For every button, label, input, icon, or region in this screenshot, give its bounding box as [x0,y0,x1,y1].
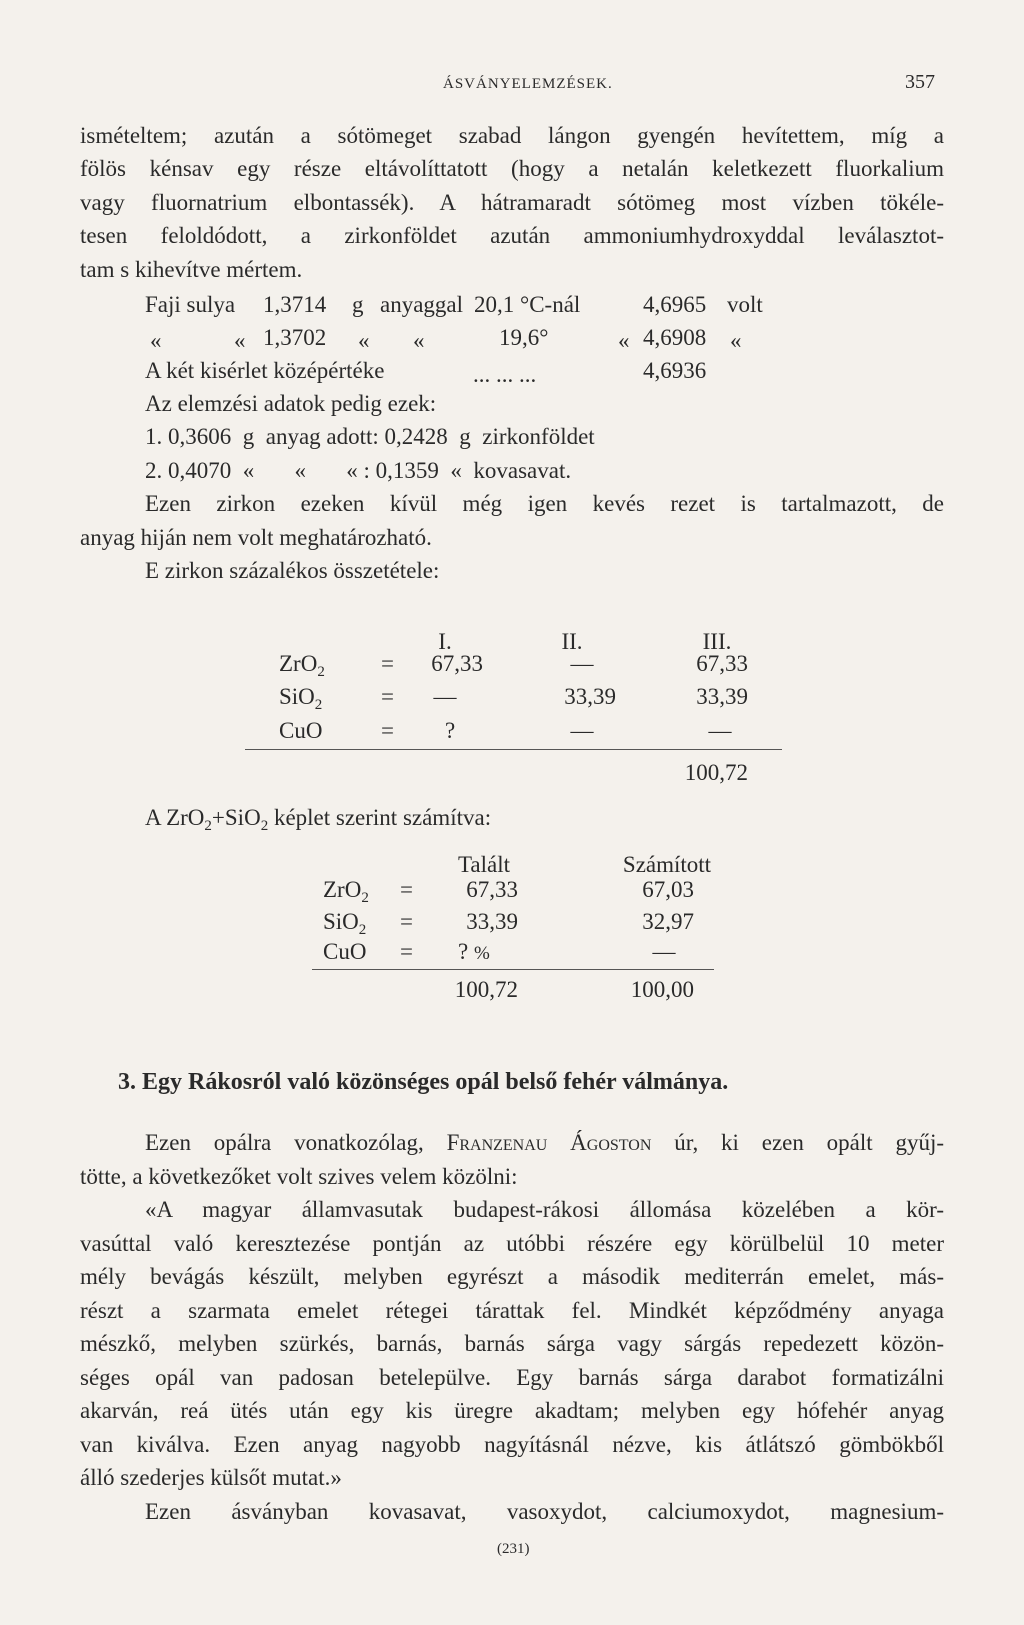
ditto-mark: « [358,328,370,353]
table-total: 100,72 [684,760,748,785]
found-total: 100,72 [454,977,518,1002]
found-value: 33,39 [466,909,518,934]
ditto-mark: « [413,328,425,353]
value-i: 67,33 [431,651,483,676]
equals-sign: = [400,877,413,902]
text-line: «A magyar államvasutak budapest-rákosi állomása közelében a kör- [145,1197,944,1222]
temperature-1: 20,1 °C-nál [474,292,581,317]
page-number: 357 [905,71,935,93]
text-line: ismételtem; azután a sótömeget szabad lángon gyengén hevítettem, míg a [80,123,944,148]
sample-mass-2: 1,3702 [263,325,327,350]
analysis-line-2: 2. 0,4070 « « « : 0,1359 « kovasavat. [145,458,572,483]
text-line: tesen feloldódott, a zirkonföldet azután ammoniumhydroxyddal leválasztot- [80,223,944,248]
text-line: van kiválva. Ezen anyag nagyobb nagyításnál nézve, kis átlátszó gömbökből [80,1432,944,1457]
column-header-found: Talált [457,852,511,877]
text-line: anyag hiján nem volt meghatározható. [80,525,432,550]
value-i: — [433,684,457,709]
value-ii: — [570,718,594,743]
section-heading: 3. Egy Rákosról való közönséges opál belső fehér válmánya. [118,1069,729,1095]
column-header: III. [702,629,732,654]
formula: CuO [279,718,323,743]
text-line: álló szederjes külsőt mutat.» [80,1465,342,1490]
calculated-value: 67,03 [642,877,694,902]
value-ii: — [570,651,594,676]
sample-mass-1: 1,3714 [263,292,327,317]
text-line: részt a szarmata emelet rétegei tárattak fel. Mindkét képződmény anyaga [80,1298,944,1323]
paragraph-4: Ezen ásványban kovasavat, vasoxydot, calciumoxydot, magnesium- [145,1499,944,1524]
signature-mark: (231) [497,1541,530,1557]
analysis-line-1: 1. 0,3606 g anyag adott: 0,2428 g zirkonföldet [145,424,595,449]
value-iii: 67,33 [696,651,748,676]
value-ii: 33,39 [564,684,616,709]
text-line: séges opál van padosan betelepülve. Egy barnás sárga darabot formatizálni [80,1365,944,1390]
ditto-mark: « [618,328,630,353]
analysis-intro: Az elemzési adatok pedig ezek: [145,391,437,416]
text-line: mészkő, melyben szürkés, barnás, barnás sárga vagy sárgás repedezett közön- [80,1331,944,1356]
author-name: Franzenau Ágoston [446,1130,652,1155]
text-line: tam s kihevítve mértem. [80,257,303,282]
mean-dots: ... ... ... [473,362,537,387]
text-line: vasúttal való keresztezése pontján az utóbbi részére egy körülbelül 10 meter [80,1231,944,1256]
column-header: II. [561,629,583,654]
table-caption: A ZrO$_2$+SiO$_2$ képlet szerint számítva: [145,805,492,834]
found-value: 67,33 [466,877,518,902]
density-label: Faji sulya [145,292,236,317]
text-line: mély bevágás készült, melyben egyrészt a második mediterrán emelet, más- [80,1264,944,1289]
sum-rule [245,749,782,750]
sum-rule [312,969,714,970]
mean-label: A két kisérlet középértéke [145,358,385,383]
calculated-value: 32,97 [642,909,694,934]
formula: SiO$_2$ [279,684,323,713]
text-line: tötte, a következőket volt szives velem közölni: [80,1164,518,1189]
temperature-2: 19,6° [499,325,549,350]
calculated-value: — [652,939,676,964]
column-header-calculated: Számított [622,852,712,877]
unit-g: g [352,292,364,317]
value-iii: — [708,718,732,743]
formula: ZrO$_2$ [279,651,325,680]
value-iii: 33,39 [696,684,748,709]
density-end: volt [727,292,763,317]
equals-sign: = [381,651,394,676]
ditto-mark: « [234,328,246,353]
text-line: akarván, reá ütés után egy kis üregre akadtam; melyben egy hófehér anyag [80,1398,944,1423]
mean-value: 4,6936 [643,358,707,383]
formula: ZrO$_2$ [323,877,369,906]
equals-sign: = [381,684,394,709]
formula: SiO$_2$ [323,909,367,938]
text-line: fölös kénsav egy része eltávolíttatott (hogy a netalán keletkezett fluorkalium [80,156,944,181]
density-mid: anyaggal [380,292,464,317]
running-title: ÁSVÁNYELEMZÉSEK. [443,76,613,92]
density-result-2: 4,6908 [643,325,707,350]
percent-sign: % [473,943,490,964]
found-value: ? % [458,939,490,964]
text-line: Ezen opálra vonatkozólag, Franzenau Ágoston úr, ki ezen opált gyűj- [145,1130,945,1155]
calculated-total: 100,00 [630,977,694,1002]
formula: CuO [323,939,367,964]
text-line: Ezen zirkon ezeken kívül még igen kevés rezet is tartalmazott, de [145,491,944,516]
density-result-1: 4,6965 [643,292,707,317]
equals-sign: = [400,909,413,934]
equals-sign: = [381,718,394,743]
text-line: vagy fluornatrium elbontassék). A hátramaradt sótömeg most vízben tökéle- [80,190,944,215]
equals-sign: = [400,939,413,964]
table-caption: E zirkon százalékos összetétele: [145,558,440,583]
ditto-mark: « [150,328,162,353]
ditto-mark: « [730,328,742,353]
value-i: ? [445,718,456,743]
column-header: I. [438,629,452,654]
